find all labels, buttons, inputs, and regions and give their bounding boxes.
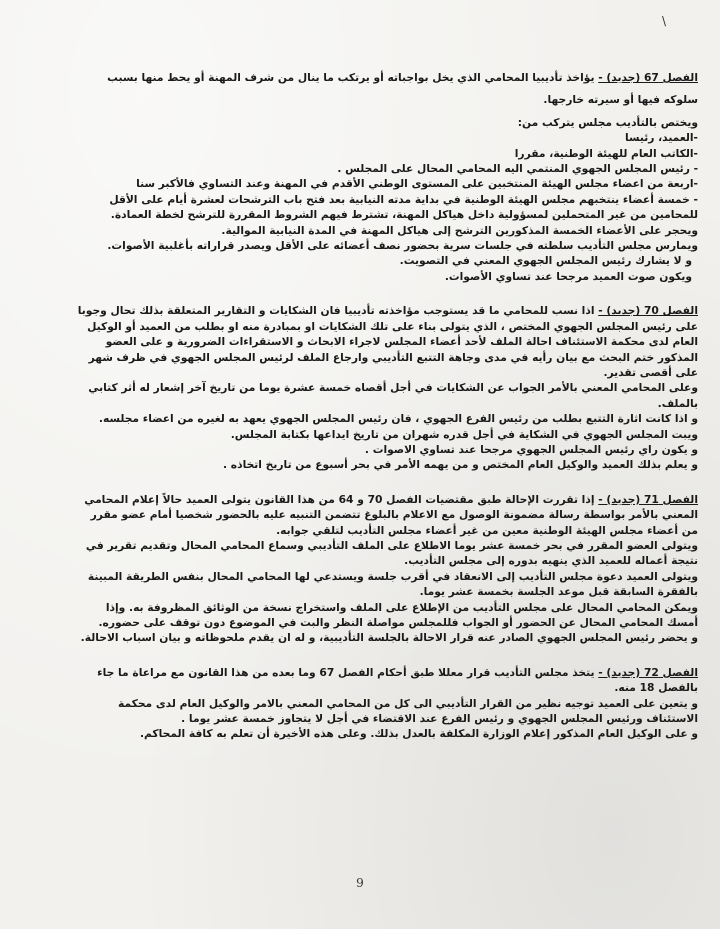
- article-71-paragraph-4: ويمكن المحامي المحال على مجلس التأديب من الإطلاع على الملف واستخراج نسخة من الوثائق المظروفة به. وإذا أمسك المحامي المحال عن الحضور أو الجواب فللمجلس مواصلة النظر والبت في الموضوع دون توقف على حضوره.: [98, 600, 698, 629]
- page-number: 9: [356, 876, 364, 890]
- article-71-paragraph-2: ويتولى العضو المقرر في بحر خمسة عشر يوما الاطلاع على الملف التأديبي وسماع المحامي المحال وتقديم تقرير في نتيجة أعماله للعميد الذي ينهيه بدوره إلى مجلس التأديب.: [85, 538, 698, 568]
- article-67-paragraph-11: و لا يشارك رئيس المجلس الجهوي المعني في التصويت.: [399, 254, 692, 268]
- article-67-paragraph-1: يؤاخذ تأديبيا المحامي الذي يخل بواجباته أو يرتكب ما ينال من شرف المهنة أو يحط منها بسبب: [107, 71, 595, 84]
- article-67-paragraph-8: - خمسة أعضاء ينتخبهم مجلس الهيئة الوطنية في بداية مدته النيابية بعد فتح باب الترشحات لعشرة أيام على الأقل للمحامين من غير المتحملين لمسؤولية داخل هياكل المهنة، تشترط فيهم الشروط المقررة للترشح لخطة العمادة.: [109, 192, 698, 222]
- article-72-paragraph-1: يتخذ مجلس التأديب قرار معللا طبق أحكام الفصل 67 وما بعده من هذا القانون مع مراعاة ما جاء بالفصل 18 منه.: [97, 665, 698, 695]
- article-70-paragraph-5: و يكون راي رئيس المجلس الجهوي مرجحا عند تساوي الاصوات .: [364, 442, 698, 456]
- article-67: [76, 70, 698, 284]
- article-70-paragraph-3: و اذا كانت اثارة التتبع بطلب من رئيس الفرع الجهوي ، فان رئيس المجلس الجهوي يعهد به لغيره من اعضاء مجلسه.: [98, 412, 698, 426]
- article-71-first-paragraph: [76, 492, 698, 538]
- article-67-paragraph-5: -الكاتب العام للهيئة الوطنية، مقررا: [514, 146, 698, 160]
- article-70: [76, 303, 698, 472]
- article-67-paragraph-2: سلوكه فيها أو سيرته خارجها.: [543, 93, 698, 107]
- article-67-paragraph-12: ويكون صوت العميد مرجحا عند تساوي الأصوات.: [444, 269, 692, 283]
- article-72: [76, 665, 698, 742]
- article-67-paragraph-3: ويختص بالتأديب مجلس يتركب من:: [517, 115, 698, 129]
- article-71-paragraph-1: إذا تقررت الإحالة طبق مقتضيات الفصل 70 و 64 من هذا القانون يتولى العميد حالاً إعلام المحامي المعني بالأمر بواسطة رسالة مضمونة الوصول مع الاعلام بالبلوغ تتضمن التنبيه عليه بالحضور شخصيا أمام عضو مقرر من أعضاء مجلس الهيئة الوطنية معين من غير أعضاء مجلس التأديب لتلقي جوابه.: [84, 492, 698, 537]
- article-67-paragraph-6: - رئيس المجلس الجهوي المنتمي اليه المحامي المحال على المجلس .: [337, 162, 698, 176]
- article-72-paragraph-3: و على الوكيل العام المذكور إعلام الوزارة المكلفة بالعدل بذلك. وعلى هذه الأخيرة أن تعلم به كافة المحاكم.: [139, 727, 698, 741]
- article-70-paragraph-2: وعلى المحامي المعني بالأمر الجواب عن الشكايات في أجل أقصاه خمسة عشرة يوما من تاريخ آخر إشعار له أثر كتابي بالملف.: [88, 381, 698, 410]
- article-67-title: الفصل 67 (جديد) -: [598, 71, 698, 84]
- article-71-paragraph-5: و يحضر رئيس المجلس الجهوي الصادر عنه قرار الاحالة بالجلسة التأديبية، و له ان يقدم ملحوظاته و بيان اسباب الاحالة.: [80, 631, 698, 645]
- article-67-paragraph-7: -اربعة من اعضاء مجلس الهيئة المنتخبين على المستوى الوطني الأقدم في المهنة وعند التساوي فالأكبر سنا: [136, 177, 698, 191]
- article-72-paragraph-2: و يتعين على العميد توجيه نظير من القرار التأديبي الى كل من المحامي المعني بالامر والوكيل العام لدى محكمة الاستئناف ورئيس المجلس الجهوي و رئيس الفرع عند الاقتضاء في أجل لا يتجاوز خمسة عشر يوما .: [117, 696, 698, 726]
- article-67-paragraph-4: -العميد، رئيسا: [624, 131, 698, 145]
- article-72-first-paragraph: [76, 665, 698, 696]
- article-67-first-line: [76, 70, 698, 85]
- document-body: [76, 70, 698, 742]
- article-70-paragraph-4: ويبت المجلس الجهوي في الشكاية في أجل قدره شهران من تاريخ ايداعها بكتابة المجلس.: [230, 427, 698, 441]
- corner-mark: \: [662, 14, 667, 28]
- article-71-paragraph-3: ويتولى العميد دعوة مجلس التأديب إلى الانعقاد في أقرب جلسة ويستدعي لها المحامي المحال بنفس الطريقة المبينة بالفقرة السابقة قبل موعد الجلسة بخمسة عشر يوما.: [87, 569, 698, 599]
- article-67-paragraph-9: ويحجر على الأعضاء الخمسة المذكورين الترشح إلى هياكل المهنة في المدة النيابية الموالية.: [221, 223, 698, 237]
- article-70-paragraph-1: اذا نسب للمحامي ما قد يستوجب مؤاخذته تأديبيا فان الشكايات و التقارير المتعلقة بذلك تحال وجوبا على رئيس المجلس الجهوي المختص ، الذي يتولى بناء على تلك الشكايات او بمبادرة منه او بطلب من العميد أو الوكيل العام لدى محكمة الاستئناف احالة الملف لأحد أعضاء المجلس لاجراء الابحاث و الاستقراءات الضرورية و على العضو المذكور ختم البحث مع بيان رأيه في مدى وجاهة التتبع التأديبي وارجاع الملف لرئيس المجلس الجهوي في ظرف شهر على أقصى تقدير.: [77, 304, 698, 379]
- article-72-title: الفصل 72 (جديد) -: [598, 665, 698, 679]
- article-67-paragraph-10: ويمارس مجلس التأديب سلطته في جلسات سرية بحضور نصف أعضائه على الأقل ويصدر قراراته بأغلبية الأصوات.: [107, 239, 698, 253]
- article-71: [76, 492, 698, 646]
- article-70-first-paragraph: [76, 303, 698, 380]
- article-70-paragraph-6: و يعلم بذلك العميد والوكيل العام المختص و من يهمه الأمر في بحر أسبوع من تاريخ اتخاذه .: [223, 458, 698, 472]
- article-70-title: الفصل 70 (جديد) -: [598, 304, 698, 318]
- article-71-title: الفصل 71 (جديد) -: [598, 492, 698, 506]
